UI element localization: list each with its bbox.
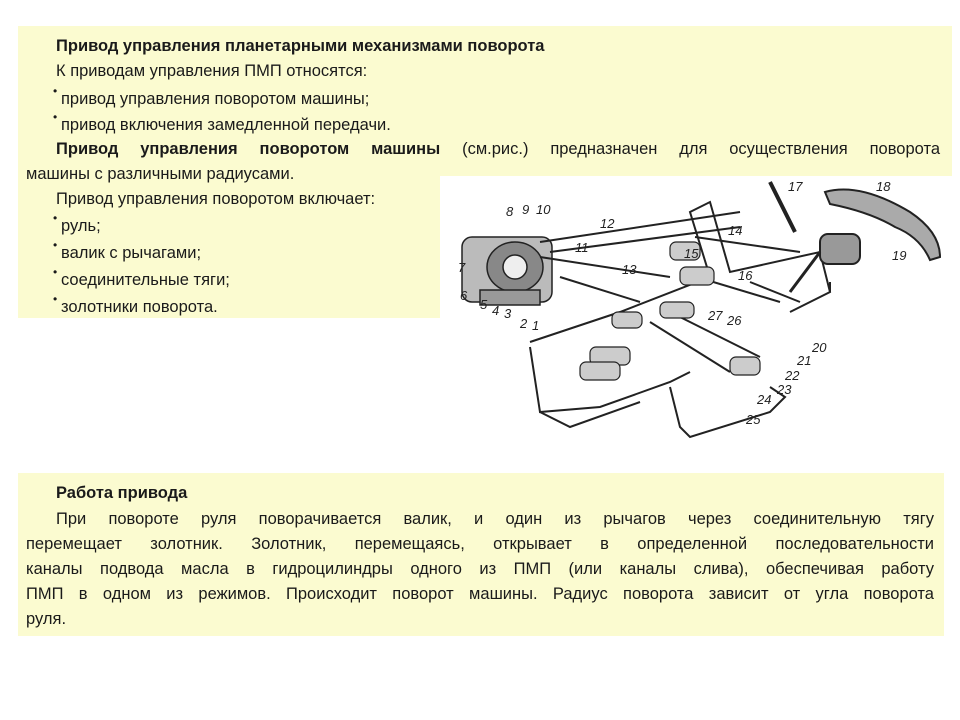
diagram-label: 11	[575, 240, 589, 255]
diagram-label: 19	[892, 248, 907, 263]
paragraph-line: При повороте руля поворачивается валик, и один из рычагов через соединительную тягу	[56, 510, 934, 528]
diagram-label: 26	[727, 313, 742, 328]
diagram-label: 4	[492, 303, 500, 318]
diagram-label: 22	[785, 368, 800, 383]
includes-intro: Привод управления поворотом включает:	[56, 190, 376, 208]
diagram-label: 23	[777, 382, 792, 397]
paragraph-line: машины с различными радиусами.	[26, 165, 295, 183]
bullet-icon: •	[53, 238, 58, 252]
diagram-label: 12	[600, 216, 615, 231]
paragraph-line: ПМП в одном из режимов. Происходит поворот машины. Радиус поворота зависит от угла поворота	[26, 585, 934, 603]
diagram-label: 25	[746, 412, 761, 427]
diagram-label: 14	[728, 223, 743, 238]
diagram-label: 15	[684, 246, 699, 261]
bullet-icon: •	[53, 211, 58, 225]
diagram-label: 9	[522, 202, 530, 217]
paragraph-line	[56, 137, 940, 162]
list-item: привод включения замедленной передачи.	[61, 116, 391, 134]
diagram-label: 8	[506, 204, 514, 219]
diagram-label: 10	[536, 202, 551, 217]
section2-title: Работа привода	[56, 484, 188, 502]
diagram-label: 24	[757, 392, 772, 407]
diagram-label: 21	[797, 353, 812, 368]
diagram-label: 17	[788, 179, 803, 194]
diagram-label: 5	[480, 297, 488, 312]
section1-title: Привод управления планетарными механизмами поворота	[56, 37, 545, 55]
engine-block	[462, 237, 552, 305]
paragraph-text: (см.рис.) предназначен для осуществления поворота	[440, 140, 940, 158]
list-item: руль;	[61, 217, 101, 235]
diagram-label: 1	[532, 318, 540, 333]
bullet-icon: •	[53, 84, 58, 98]
bullet-icon: •	[53, 265, 58, 279]
diagram-label: 18	[876, 179, 891, 194]
diagram-label: 27	[708, 308, 723, 323]
list-item: валик с рычагами;	[61, 244, 202, 262]
diagram-label: 13	[622, 262, 637, 277]
diagram-label: 16	[738, 268, 753, 283]
list-item: соединительные тяги;	[61, 271, 230, 289]
list-item: золотники поворота.	[61, 298, 218, 316]
diagram-label: 2	[520, 316, 528, 331]
section1-intro: К приводам управления ПМП относятся:	[56, 62, 368, 80]
paragraph-line: перемещает золотник. Золотник, перемещаясь, открывает в определенной последовательности	[26, 535, 934, 553]
list-item: привод управления поворотом машины;	[61, 90, 370, 108]
bellows	[580, 242, 760, 380]
paragraph-line: руля.	[26, 610, 67, 628]
bullet-icon: •	[53, 110, 58, 124]
diagram-label: 20	[812, 340, 827, 355]
paragraph-bold-term: Привод управления поворотом машины	[56, 140, 441, 158]
steering-drive-diagram	[440, 172, 960, 472]
diagram-label: 3	[504, 306, 512, 321]
steering-wheel	[770, 182, 940, 292]
bullet-icon: •	[53, 292, 58, 306]
diagram-label: 7	[458, 260, 466, 275]
paragraph-line: каналы подвода масла в гидроцилиндры одного из ПМП (или каналы слива), обеспечивая работу	[26, 560, 934, 578]
diagram-label: 6	[460, 288, 468, 303]
